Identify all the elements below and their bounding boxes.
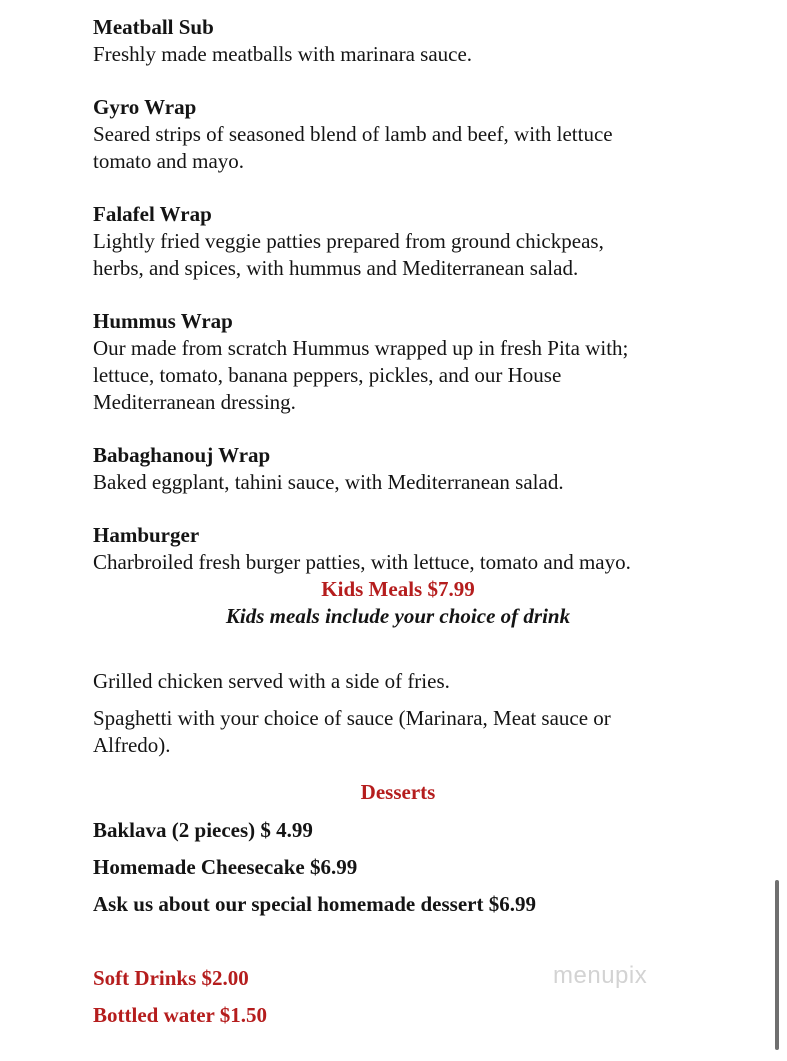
kids-meals-heading: Kids Meals $7.99 bbox=[321, 577, 475, 601]
dessert-cheesecake: Homemade Cheesecake $6.99 bbox=[93, 855, 358, 879]
kids-meal-text: Alfredo). bbox=[93, 733, 171, 757]
menu-item-gyro-wrap bbox=[93, 94, 703, 175]
desserts-heading: Desserts bbox=[360, 780, 436, 804]
kids-meal-text: Spaghetti with your choice of sauce (Marinara, Meat sauce or bbox=[93, 706, 611, 730]
item-description: lettuce, tomato, banana peppers, pickles, and our House bbox=[93, 363, 562, 387]
menu-item-hamburger bbox=[93, 522, 703, 576]
item-description: Seared strips of seasoned blend of lamb and beef, with lettuce bbox=[93, 122, 613, 146]
item-description: Freshly made meatballs with marinara sauce. bbox=[93, 42, 473, 66]
menu-item-falafel-wrap bbox=[93, 201, 703, 282]
drink-bottled-water: Bottled water $1.50 bbox=[93, 1003, 267, 1027]
item-name: Meatball Sub bbox=[93, 15, 214, 39]
kids-meal-spaghetti bbox=[93, 705, 703, 759]
item-description: Our made from scratch Hummus wrapped up in fresh Pita with; bbox=[93, 336, 629, 360]
item-description: Lightly fried veggie patties prepared from ground chickpeas, bbox=[93, 229, 604, 253]
kids-meal-text: Grilled chicken served with a side of fries. bbox=[93, 669, 450, 693]
menu-page bbox=[93, 14, 703, 1039]
item-name: Babaghanouj Wrap bbox=[93, 443, 271, 467]
item-name: Hamburger bbox=[93, 523, 200, 547]
dessert-baklava: Baklava (2 pieces) $ 4.99 bbox=[93, 818, 313, 842]
item-name: Falafel Wrap bbox=[93, 202, 212, 226]
item-name: Gyro Wrap bbox=[93, 95, 197, 119]
item-description: herbs, and spices, with hummus and Mediterranean salad. bbox=[93, 256, 579, 280]
menu-item-hummus-wrap bbox=[93, 308, 703, 416]
menu-item-meatball-sub bbox=[93, 14, 703, 68]
item-description: tomato and mayo. bbox=[93, 149, 245, 173]
item-description: Mediterranean dressing. bbox=[93, 390, 296, 414]
menu-item-babaghanouj-wrap bbox=[93, 442, 703, 496]
drink-soft-drinks: Soft Drinks $2.00 bbox=[93, 966, 249, 990]
menupix-watermark: menupix bbox=[553, 962, 648, 989]
kids-meal-grilled-chicken bbox=[93, 668, 703, 695]
kids-meals-note: Kids meals include your choice of drink bbox=[225, 604, 571, 628]
item-description: Baked eggplant, tahini sauce, with Mediterranean salad. bbox=[93, 470, 564, 494]
item-description: Charbroiled fresh burger patties, with lettuce, tomato and mayo. bbox=[93, 550, 631, 574]
item-name: Hummus Wrap bbox=[93, 309, 233, 333]
dessert-special: Ask us about our special homemade dessert $6.99 bbox=[93, 892, 536, 916]
vertical-scrollbar[interactable] bbox=[775, 880, 779, 1050]
